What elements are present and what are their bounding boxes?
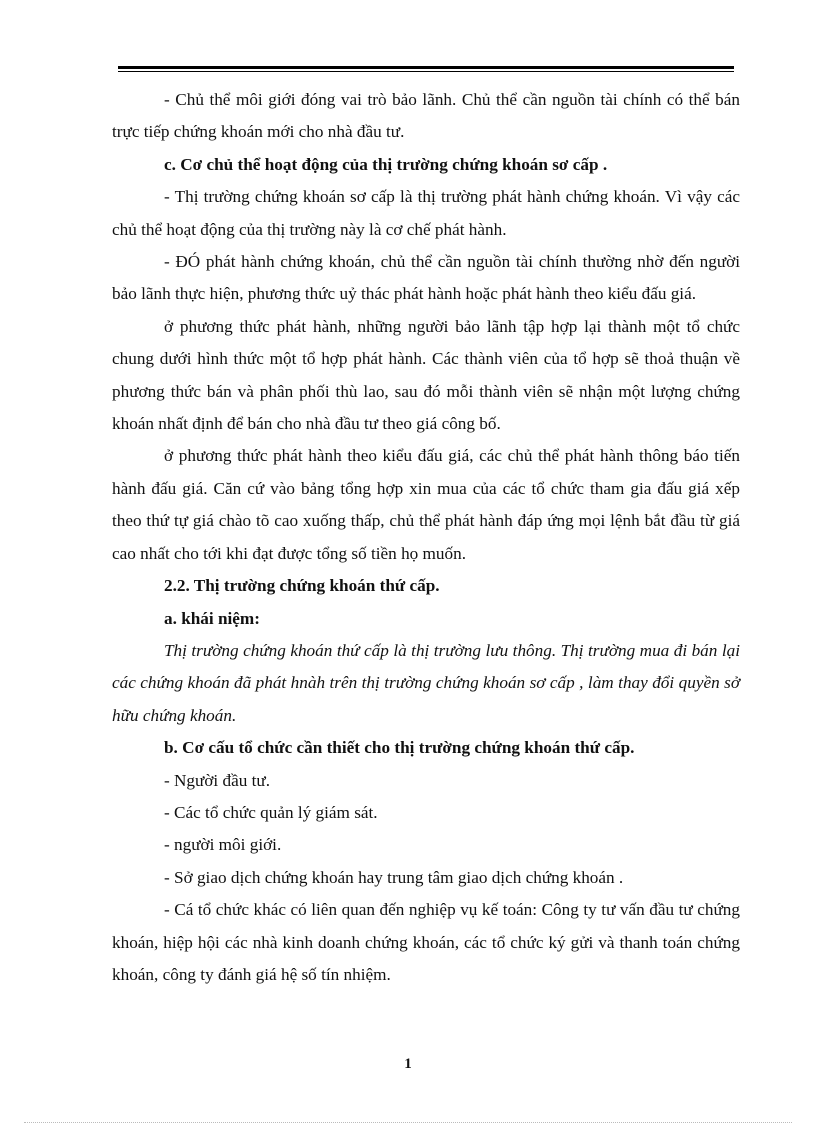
paragraph-secondary-market-def: Thị trường chứng khoán thứ cấp là thị trường lưu thông. Thị trường mua đi bán lại các chứng khoán đã phát hnàh trên thị trường chứng khoán sơ cấp , làm thay đổi quyền sở hữu chứng khoán.	[112, 640, 740, 725]
heading-primary-market-actors: c. Cơ chủ thể hoạt động của thị trường chứng khoán sơ cấp .	[164, 154, 608, 174]
heading-secondary-market: 2.2. Thị trường chứng khoán thứ cấp.	[164, 576, 440, 596]
paragraph-underwriting-syndicate: ở phương thức phát hành, những người bảo lãnh tập hợp lại thành một tổ chức chung dưới hình thức một tổ hợp phát hành. Các thành viên của tổ hợp sẽ thoả thuận về phương thức bán và phân phối thù lao, sau đó mỗi thành viên sẽ nhận một lượng chứng khoán nhất định để bán cho nhà đầu tư theo giá công bố.	[112, 316, 740, 434]
list-item-brokers: - người môi giới.	[164, 835, 282, 855]
list-item-investors: - Người đầu tư.	[164, 770, 271, 790]
list-item-other-organizations: - Cá tổ chức khác có liên quan đến nghiệp vụ kế toán: Công ty tư vấn đầu tư chứng khoán, hiệp hội các nhà kinh doanh chứng khoán, các tổ chức ký gửi và thanh toán chứng khoán, công ty đánh giá hệ số tín nhiệm.	[112, 900, 740, 984]
paragraph-auction-method: ở phương thức phát hành theo kiểu đấu giá, các chủ thể phát hành thông báo tiến hành đấu giá. Căn cứ vào bảng tổng hợp xin mua của các tổ chức tham gia đấu giá xếp theo thứ tự giá chào tõ cao xuống thấp, chủ thể phát hành đáp ứng mọi lệnh bắt đầu từ giá cao nhất cho tới khi đạt được tổng số tiền họ muốn.	[112, 446, 740, 563]
paragraph-issuance-methods: - ĐÓ phát hành chứng khoán, chủ thể cần nguồn tài chính thường nhờ đến người bảo lãnh thực hiện, phương thức uỷ thác phát hành hoặc phát hành theo kiểu đấu giá.	[112, 252, 740, 304]
heading-organization-structure: b. Cơ cấu tổ chức cần thiết cho thị trường chứng khoán thứ cấp.	[164, 738, 635, 758]
page-number: 1	[404, 1056, 412, 1072]
paragraph-broker-role: - Chủ thể môi giới đóng vai trò bảo lãnh. Chủ thể cần nguồn tài chính có thể bán trực tiếp chứng khoán mới cho nhà đầu tư.	[112, 90, 740, 142]
paragraph-primary-market-def: - Thị trường chứng khoán sơ cấp là thị trường phát hành chứng khoán. Vì vậy các chủ thể hoạt động của thị trường này là cơ chế phát hành.	[112, 187, 740, 239]
list-item-exchange: - Sở giao dịch chứng khoán hay trung tâm giao dịch chứng khoán .	[164, 867, 624, 887]
heading-concept: a. khái niệm:	[164, 608, 260, 628]
header-rule-thick	[118, 66, 734, 69]
page-body	[112, 84, 740, 991]
list-item-supervisors: - Các tổ chức quản lý giám sát.	[164, 802, 378, 822]
header-rule-thin	[118, 71, 734, 72]
